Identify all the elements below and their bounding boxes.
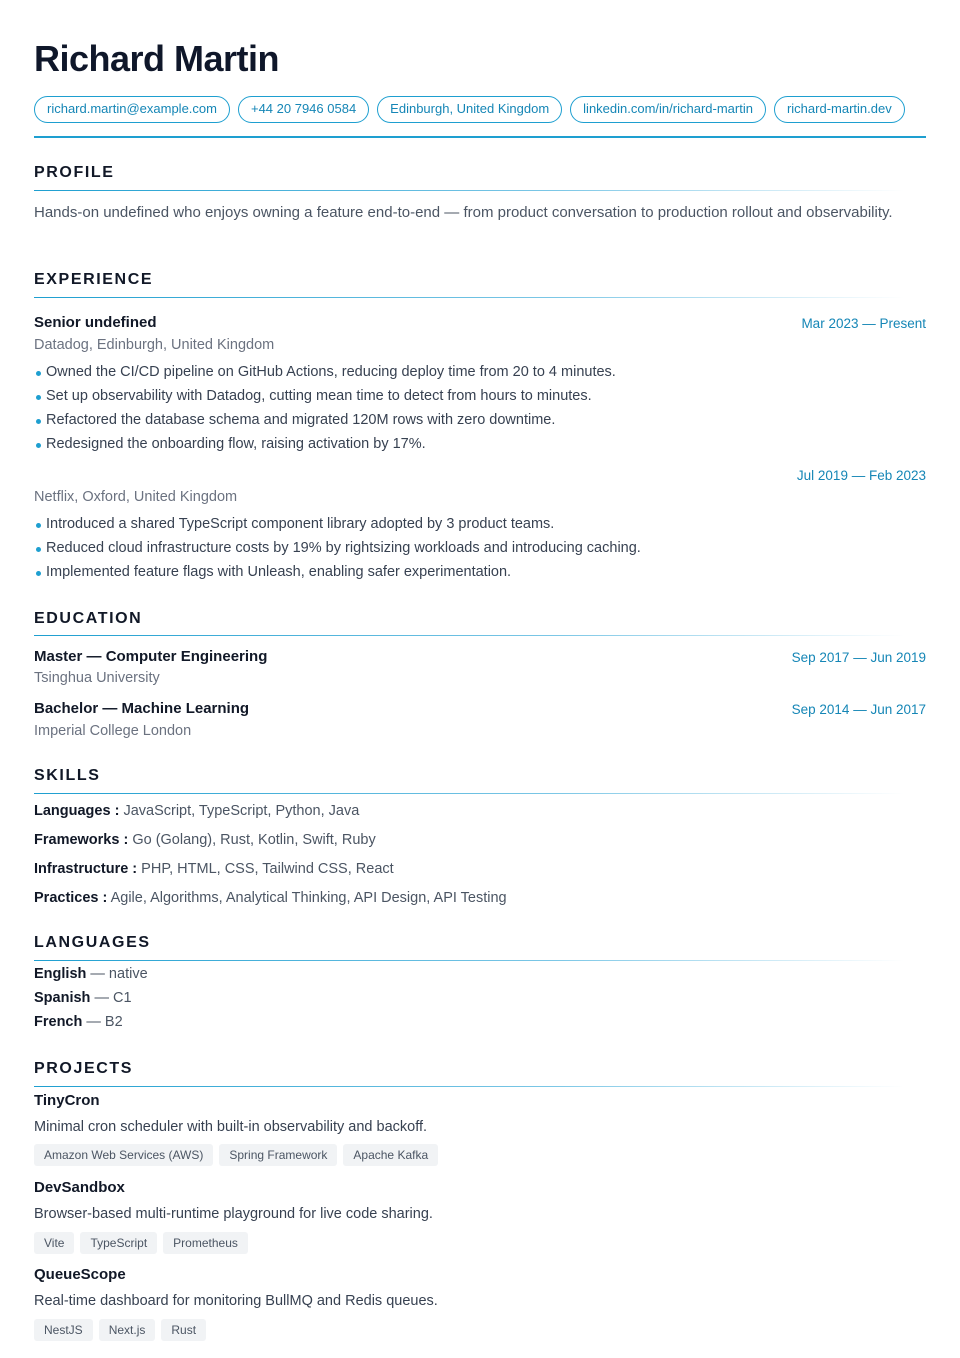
profile-divider — [34, 190, 904, 191]
degree-title: Master — Computer Engineering — [34, 648, 268, 665]
skill-row — [34, 832, 376, 848]
contact-list — [34, 96, 905, 123]
list-item: Owned the CI/CD pipeline on GitHub Actions, reducing deploy time from 20 to 4 minutes. — [34, 360, 616, 384]
project-name: TinyCron — [34, 1092, 100, 1109]
skill-row — [34, 803, 359, 819]
list-item: Implemented feature flags with Unleash, enabling safer experimentation. — [34, 560, 641, 584]
skill-row — [34, 861, 394, 877]
project-tags — [34, 1144, 438, 1166]
job-dates: Mar 2023 — Present — [801, 316, 926, 331]
skill-value: PHP, HTML, CSS, Tailwind CSS, React — [141, 861, 394, 877]
skills-divider — [34, 793, 904, 794]
skill-label: Languages : — [34, 803, 120, 819]
email-link[interactable]: richard.martin@example.com — [34, 96, 230, 123]
school-name: Tsinghua University — [34, 670, 160, 686]
tech-tag: Next.js — [99, 1319, 156, 1341]
languages-divider — [34, 960, 904, 961]
tech-tag: Spring Framework — [219, 1144, 337, 1166]
location-chip: Edinburgh, United Kingdom — [377, 96, 562, 123]
list-item: Refactored the database schema and migrated 120M rows with zero downtime. — [34, 408, 616, 432]
language-row — [34, 1014, 123, 1030]
skills-heading: SKILLS — [34, 767, 101, 784]
tech-tag: NestJS — [34, 1319, 93, 1341]
job-title: Senior undefined — [34, 314, 157, 331]
education-dates: Sep 2017 — Jun 2019 — [791, 650, 926, 665]
language-level: — B2 — [86, 1014, 123, 1030]
list-item: Redesigned the onboarding flow, raising activation by 17%. — [34, 432, 616, 456]
education-heading: EDUCATION — [34, 610, 143, 627]
list-item: Reduced cloud infrastructure costs by 19% by rightsizing workloads and introducing caching. — [34, 536, 641, 560]
language-name: English — [34, 966, 87, 982]
projects-divider — [34, 1086, 904, 1087]
education-dates: Sep 2014 — Jun 2017 — [791, 702, 926, 717]
job-company: Datadog, Edinburgh, United Kingdom — [34, 337, 275, 353]
job-dates: Jul 2019 — Feb 2023 — [796, 468, 926, 483]
tech-tag: Apache Kafka — [343, 1144, 438, 1166]
skill-value: JavaScript, TypeScript, Python, Java — [123, 803, 360, 819]
header-divider — [34, 136, 926, 138]
project-name: DevSandbox — [34, 1179, 125, 1196]
experience-heading: EXPERIENCE — [34, 271, 154, 288]
linkedin-link[interactable]: linkedin.com/in/richard-martin — [570, 96, 766, 123]
tech-tag: Prometheus — [163, 1232, 248, 1254]
project-name: QueueScope — [34, 1266, 126, 1283]
experience-divider — [34, 297, 904, 298]
job-bullets — [34, 360, 616, 456]
skill-label: Frameworks : — [34, 832, 129, 848]
candidate-name: Richard Martin — [34, 38, 280, 79]
projects-heading: PROJECTS — [34, 1060, 134, 1077]
skill-label: Infrastructure : — [34, 861, 138, 877]
tech-tag: Amazon Web Services (AWS) — [34, 1144, 213, 1166]
language-level: — C1 — [94, 990, 132, 1006]
school-name: Imperial College London — [34, 723, 192, 739]
list-item: Set up observability with Datadog, cutting mean time to detect from hours to minutes. — [34, 384, 616, 408]
degree-title: Bachelor — Machine Learning — [34, 700, 250, 717]
list-item: Introduced a shared TypeScript component library adopted by 3 product teams. — [34, 512, 641, 536]
project-description: Real-time dashboard for monitoring BullMQ and Redis queues. — [34, 1293, 438, 1309]
language-row — [34, 990, 132, 1006]
project-tags — [34, 1319, 206, 1341]
education-divider — [34, 635, 904, 636]
job-bullets — [34, 512, 641, 584]
skill-value: Go (Golang), Rust, Kotlin, Swift, Ruby — [132, 832, 376, 848]
phone-link[interactable]: +44 20 7946 0584 — [238, 96, 369, 123]
job-company: Netflix, Oxford, United Kingdom — [34, 489, 238, 505]
language-name: Spanish — [34, 990, 91, 1006]
skill-row — [34, 890, 507, 906]
project-description: Minimal cron scheduler with built-in observability and backoff. — [34, 1119, 428, 1135]
website-link[interactable]: richard-martin.dev — [774, 96, 905, 123]
skill-label: Practices : — [34, 890, 108, 906]
project-tags — [34, 1232, 248, 1254]
languages-heading: LANGUAGES — [34, 934, 151, 951]
language-name: French — [34, 1014, 83, 1030]
profile-heading: PROFILE — [34, 164, 115, 181]
profile-text: Hands-on undefined who enjoys owning a feature end-to-end — from product conversation to production rollout and observability. — [34, 204, 893, 221]
tech-tag: Vite — [34, 1232, 74, 1254]
language-row — [34, 966, 148, 982]
tech-tag: TypeScript — [80, 1232, 157, 1254]
skill-value: Agile, Algorithms, Analytical Thinking, API Design, API Testing — [110, 890, 507, 906]
project-description: Browser-based multi-runtime playground for live code sharing. — [34, 1206, 433, 1222]
tech-tag: Rust — [161, 1319, 206, 1341]
language-level: — native — [90, 966, 148, 982]
